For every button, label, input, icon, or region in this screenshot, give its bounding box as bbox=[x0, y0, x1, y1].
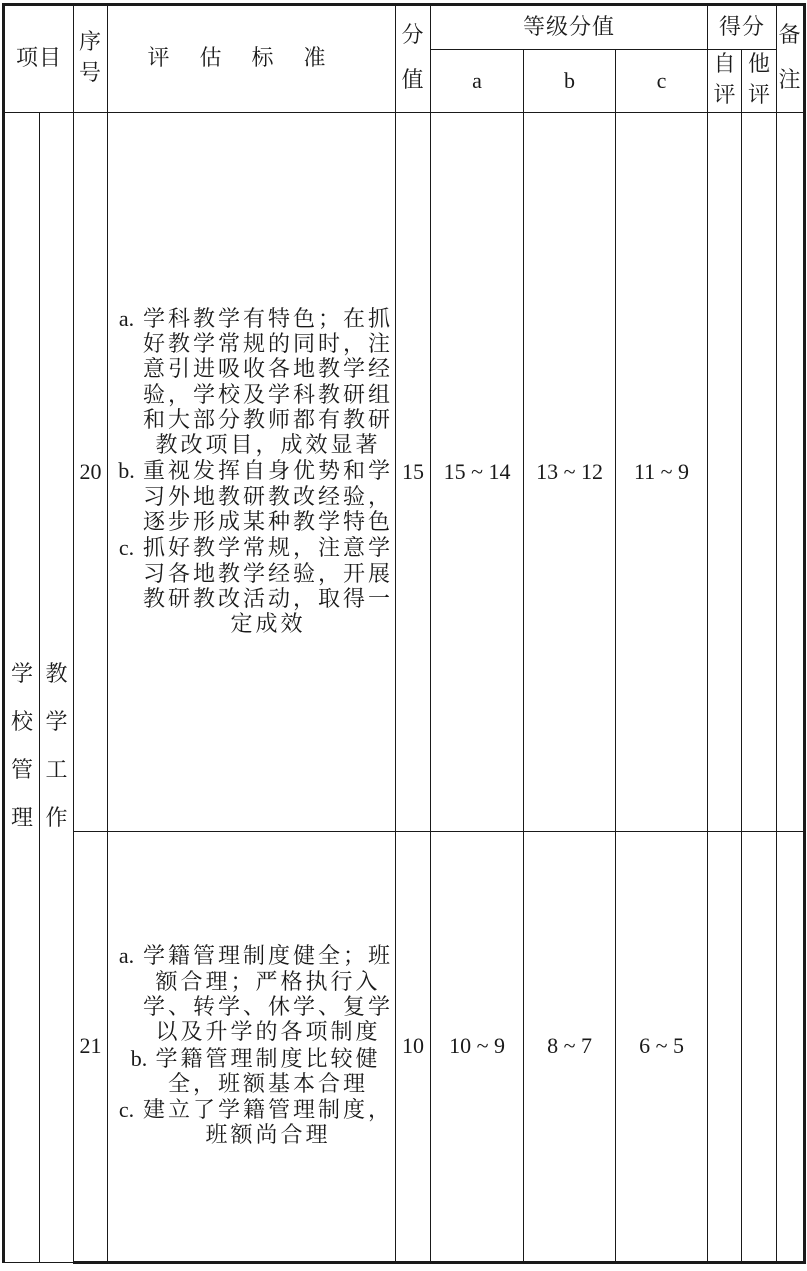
other-eval-cell bbox=[742, 112, 777, 831]
project-header bbox=[4, 5, 74, 113]
criterion-text: 学籍管理制度比较健全，班额基本合理 bbox=[155, 1046, 381, 1097]
category-main-char: 校 bbox=[10, 710, 33, 736]
grade-b-value: 13 ~ 12 bbox=[536, 458, 603, 484]
score-group-label: 得分 bbox=[719, 14, 766, 40]
criteria-cell bbox=[108, 112, 396, 831]
category-sub-cell bbox=[40, 112, 74, 1262]
grade-a-label: a bbox=[472, 68, 482, 94]
grade-a-value: 10 ~ 9 bbox=[449, 1033, 505, 1059]
remarks-header-char: 备 bbox=[778, 23, 802, 48]
grade-b-header bbox=[524, 50, 616, 113]
criteria-header-char: 评 bbox=[147, 46, 200, 72]
project-header-label: 项目 bbox=[16, 46, 63, 72]
category-main-cell bbox=[4, 112, 40, 1262]
criterion-item bbox=[108, 458, 395, 535]
grade-a-header bbox=[431, 50, 524, 113]
self-eval-cell bbox=[708, 112, 742, 831]
category-sub-char: 学 bbox=[45, 710, 68, 736]
evaluation-table bbox=[2, 3, 806, 1264]
criterion-letter: b. bbox=[118, 458, 135, 484]
table-row bbox=[4, 112, 805, 831]
grade-b-cell bbox=[524, 112, 616, 831]
score-group-header bbox=[708, 5, 777, 50]
grade-c-value: 11 ~ 9 bbox=[633, 458, 690, 484]
max-score-value: 10 bbox=[402, 1033, 425, 1059]
header-row-1 bbox=[4, 5, 805, 50]
max-score-header bbox=[396, 5, 431, 113]
criterion-item bbox=[108, 535, 395, 637]
evaluation-table-page bbox=[2, 3, 803, 1263]
category-main-char: 管 bbox=[10, 758, 33, 784]
criteria-header-char: 准 bbox=[303, 46, 356, 72]
category-sub-char: 作 bbox=[45, 806, 68, 832]
other-eval-char: 他 bbox=[748, 52, 771, 77]
grade-a-cell bbox=[431, 831, 524, 1262]
other-eval-header bbox=[742, 50, 777, 113]
category-sub-char: 教 bbox=[45, 662, 68, 688]
grade-group-header bbox=[431, 5, 708, 50]
grade-a-cell bbox=[431, 112, 524, 831]
criterion-item bbox=[108, 943, 395, 1045]
remarks-cell bbox=[777, 112, 805, 831]
table-row bbox=[4, 831, 805, 1262]
remarks-header bbox=[777, 5, 805, 113]
grade-group-label: 等级分值 bbox=[523, 14, 616, 40]
criterion-letter: c. bbox=[118, 535, 135, 561]
seq-value: 21 bbox=[79, 1033, 102, 1059]
criterion-text: 学籍管理制度健全；班额合理；严格执行入学、转学、休学、复学以及升学的各项制度 bbox=[143, 944, 394, 1046]
max-score-value: 15 bbox=[402, 458, 425, 484]
grade-b-cell bbox=[524, 831, 616, 1262]
other-eval-cell bbox=[742, 831, 777, 1262]
criterion-letter: a. bbox=[118, 305, 135, 331]
category-main-char: 理 bbox=[10, 806, 33, 832]
criterion-letter: a. bbox=[118, 943, 135, 969]
grade-b-value: 8 ~ 7 bbox=[547, 1033, 592, 1059]
max-score-header-char: 分 bbox=[401, 23, 425, 48]
grade-c-cell bbox=[616, 831, 708, 1262]
criteria-header-char: 估 bbox=[199, 46, 252, 72]
other-eval-char: 评 bbox=[748, 82, 771, 108]
self-eval-header bbox=[708, 50, 742, 113]
seq-header bbox=[74, 5, 108, 113]
category-main-char: 学 bbox=[10, 662, 33, 688]
criterion-item bbox=[108, 1046, 395, 1098]
criteria-cell bbox=[108, 831, 396, 1262]
criterion-text: 抓好教学常规，注意学习各地教学经验，开展教研教改活动，取得一定成效 bbox=[143, 536, 394, 638]
max-score-header-char: 值 bbox=[401, 67, 425, 93]
grade-c-header bbox=[616, 50, 708, 113]
grade-a-value: 15 ~ 14 bbox=[443, 458, 511, 484]
grade-b-label: b bbox=[564, 68, 576, 94]
seq-cell bbox=[74, 112, 108, 831]
category-sub-char: 工 bbox=[45, 758, 68, 784]
grade-c-value: 6 ~ 5 bbox=[639, 1033, 684, 1059]
criterion-letter: c. bbox=[118, 1097, 135, 1123]
self-eval-char: 自 bbox=[713, 52, 736, 77]
seq-value: 20 bbox=[79, 458, 102, 484]
criterion-text: 学科教学有特色；在抓好教学常规的同时，注意引进吸收各地教学经验，学校及学科教研组和大部分教师都有教研教改项目，成效显著 bbox=[143, 306, 394, 459]
max-score-cell bbox=[396, 112, 431, 831]
criterion-letter: b. bbox=[130, 1045, 148, 1071]
criterion-item bbox=[108, 306, 395, 459]
criteria-header bbox=[108, 5, 396, 113]
seq-header-char: 序 bbox=[79, 30, 103, 55]
seq-header-char: 号 bbox=[79, 60, 103, 86]
criteria-header-char: 标 bbox=[251, 46, 304, 72]
seq-cell bbox=[74, 831, 108, 1262]
self-eval-cell bbox=[708, 831, 742, 1262]
criterion-text: 重视发挥自身优势和学习外地教研教改经验，逐步形成某种教学特色 bbox=[143, 459, 394, 536]
self-eval-char: 评 bbox=[713, 82, 736, 108]
grade-c-label: c bbox=[656, 68, 667, 94]
criterion-text: 建立了学籍管理制度，班额尚合理 bbox=[143, 1098, 394, 1149]
grade-c-cell bbox=[616, 112, 708, 831]
remarks-cell bbox=[777, 831, 805, 1262]
criterion-item bbox=[108, 1097, 395, 1149]
max-score-cell bbox=[396, 831, 431, 1262]
remarks-header-char: 注 bbox=[778, 67, 802, 93]
